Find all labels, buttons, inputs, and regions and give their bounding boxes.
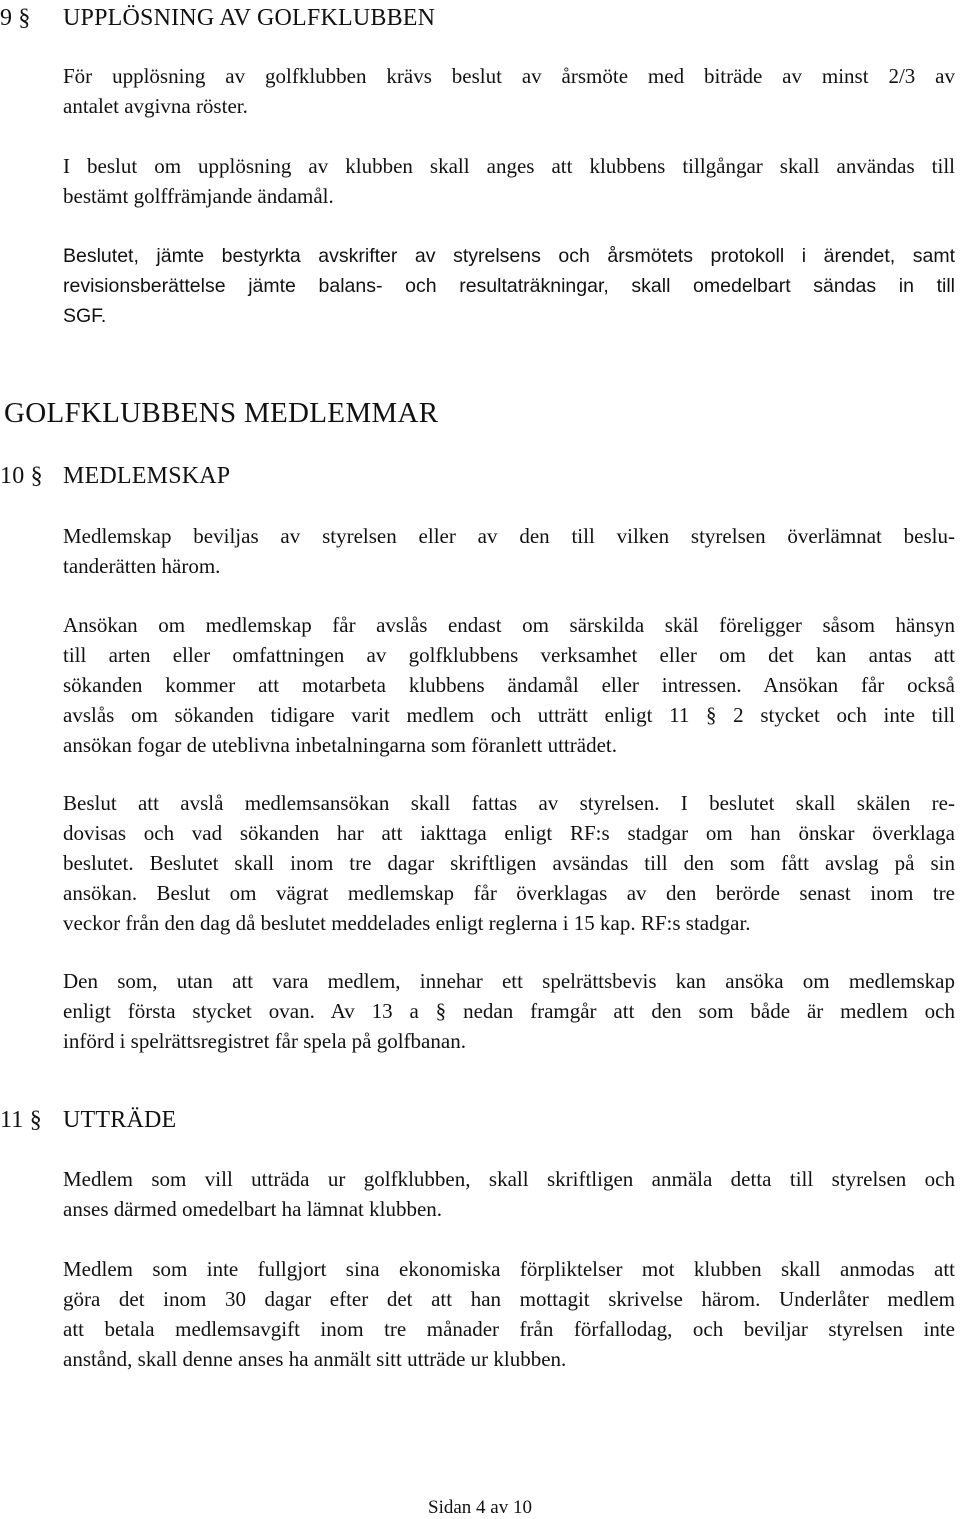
text-line: till arten eller omfattningen av golfklubbens verksamhet eller om det kan antas att — [63, 643, 955, 667]
text-line: anstånd, skall denne anses ha anmält sitt utträde ur klubben. — [63, 1347, 567, 1371]
text-line: avslås om sökanden tidigare varit medlem och utträtt enligt 11 § 2 stycket och inte till — [63, 703, 955, 727]
text-line: SGF. — [63, 305, 107, 327]
section-number: 9 § — [0, 5, 31, 31]
paragraph — [63, 61, 955, 121]
text-line: Medlemskap beviljas av styrelsen eller av den till vilken styrelsen överlämnat beslu- — [63, 524, 955, 548]
text-line: enligt första stycket ovan. Av 13 a § nedan framgår att den som både är medlem och — [63, 999, 955, 1023]
text-line: antalet avgivna röster. — [63, 94, 248, 118]
text-line: För upplösning av golfklubben krävs beslut av årsmöte med biträde av minst 2/3 av — [63, 64, 955, 88]
text-line: Den som, utan att vara medlem, innehar ett spelrättsbevis kan ansöka om medlemskap — [63, 969, 955, 993]
text-line: Beslutet, jämte bestyrkta avskrifter av styrelsens och årsmötets protokoll i ärendet, samt — [63, 245, 955, 267]
text-line: att betala medlemsavgift inom tre månader från förfallodag, och beviljar styrelsen inte — [63, 1317, 955, 1341]
text-line: revisionsberättelse jämte balans- och resultaträkningar, skall omedelbart sändas in till — [63, 275, 955, 297]
section-title: UPPLÖSNING AV GOLFKLUBBEN — [63, 5, 436, 31]
paragraph — [63, 966, 955, 1056]
text-line: göra det inom 30 dagar efter det att han mottagit skrivelse härom. Underlåter medlem — [63, 1287, 955, 1311]
paragraph — [63, 1254, 955, 1374]
paragraph — [63, 1164, 955, 1224]
text-line: beslutet. Beslutet skall inom tre dagar skriftligen avsändas till den som fått avslag på sin — [63, 851, 955, 875]
section-9-heading — [0, 4, 435, 32]
text-line: anses därmed omedelbart ha lämnat klubben. — [63, 1197, 443, 1221]
chapter-title: GOLFKLUBBENS MEDLEMMAR — [4, 397, 439, 429]
paragraph — [63, 521, 955, 581]
text-line: ansökan. Beslut om vägrat medlemskap får överklagas av den berörde senast inom tre — [63, 881, 955, 905]
section-number: 11 § — [0, 1107, 42, 1133]
text-line: Beslut att avslå medlemsansökan skall fattas av styrelsen. I beslutet skall skälen re- — [63, 791, 955, 815]
text-line: ansökan fogar de uteblivna inbetalningarna som föranlett utträdet. — [63, 733, 617, 757]
text-line: Ansökan om medlemskap får avslås endast om särskilda skäl föreligger såsom hänsyn — [63, 613, 955, 637]
section-title: MEDLEMSKAP — [63, 463, 231, 489]
section-11-heading — [0, 1106, 176, 1134]
text-line: Medlem som vill utträda ur golfklubben, skall skriftligen anmäla detta till styrelsen och — [63, 1167, 955, 1191]
text-line: veckor från den dag då beslutet meddelades enligt reglerna i 15 kap. RF:s stadgar. — [63, 911, 751, 935]
text-line: införd i spelrättsregistret får spela på golfbanan. — [63, 1029, 466, 1053]
text-line: sökanden kommer att motarbeta klubbens ändamål eller intressen. Ansökan får också — [63, 673, 955, 697]
text-line: bestämt golffrämjande ändamål. — [63, 184, 334, 208]
section-10-heading — [0, 462, 230, 490]
paragraph — [63, 788, 955, 938]
text-line: dovisas och vad sökanden har att iakttaga enligt RF:s stadgar om han önskar överklaga — [63, 821, 955, 845]
paragraph — [63, 151, 955, 211]
text-line: Medlem som inte fullgjort sina ekonomiska förpliktelser mot klubben skall anmodas att — [63, 1257, 955, 1281]
section-number: 10 § — [0, 463, 43, 489]
paragraph — [63, 610, 955, 760]
text-line: I beslut om upplösning av klubben skall anges att klubbens tillgångar skall användas till — [63, 154, 955, 178]
page-number: Sidan 4 av 10 — [428, 1497, 532, 1518]
text-line: tanderätten härom. — [63, 554, 221, 578]
paragraph — [63, 241, 955, 331]
section-title: UTTRÄDE — [63, 1107, 177, 1133]
